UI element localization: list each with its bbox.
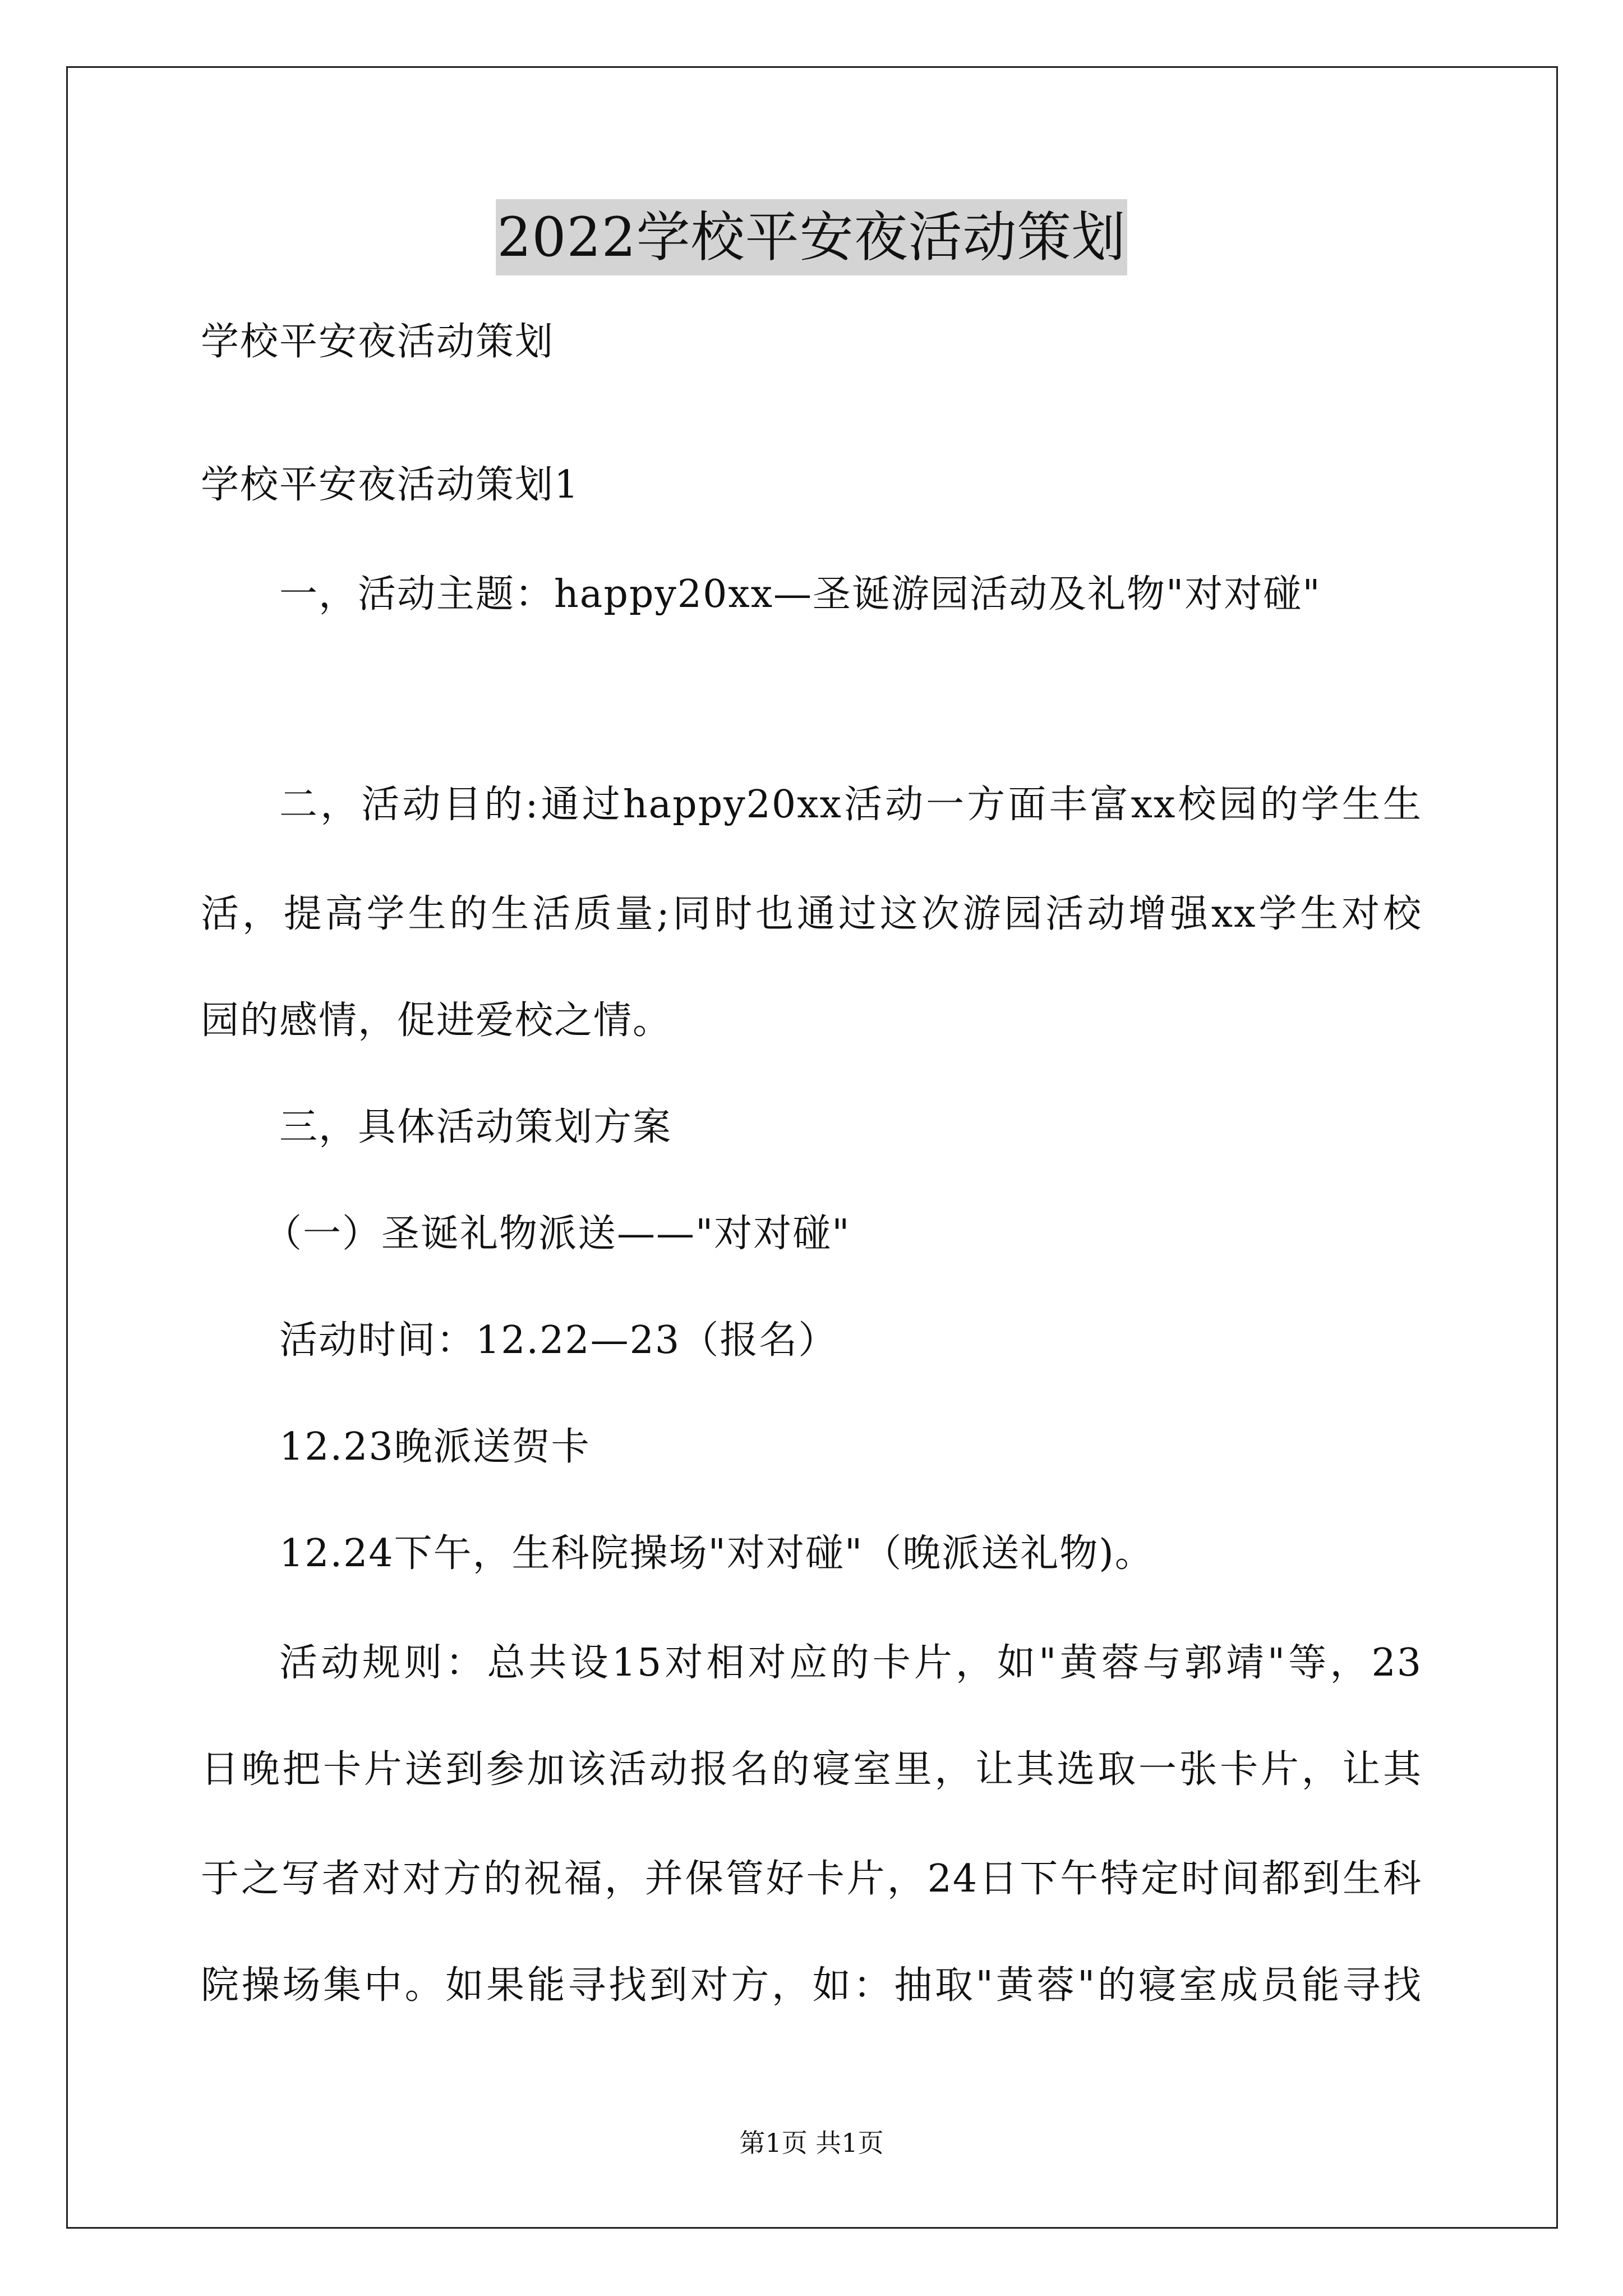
paragraph-line: 12.24下午，生科院操场"对对碰"（晚派送礼物)。: [279, 1531, 1154, 1576]
paragraph-line: 三，具体活动策划方案: [279, 1105, 672, 1149]
paragraph-line: 园的感情，促进爱校之情。: [201, 999, 672, 1043]
page-footer: 第1页 共1页: [739, 2128, 884, 2158]
subtitle-line: 学校平安夜活动策划: [201, 320, 555, 364]
paragraph-line: 一，活动主题：happy20xx—圣诞游园活动及礼物"对对碰": [279, 572, 1321, 616]
section-heading: 学校平安夜活动策划1: [201, 463, 580, 507]
paragraph-line: 活动时间：12.22—23（报名）: [279, 1318, 838, 1363]
paragraph-line: 活，提高学生的生活质量;同时也通过这次游园活动增强xx学生对校: [201, 892, 1422, 936]
paragraph-line: 12.23晚派送贺卡: [279, 1425, 591, 1469]
paragraph-line: 活动规则：总共设15对相对应的卡片，如"黄蓉与郭靖"等，23: [279, 1641, 1422, 1685]
paragraph-line: 于之写者对对方的祝福，并保管好卡片，24日下午特定时间都到生科: [201, 1857, 1422, 1901]
paragraph-line: 院操场集中。如果能寻找到对方，如：抽取"黄蓉"的寝室成员能寻找: [201, 1963, 1422, 2008]
paragraph-line: 日晚把卡片送到参加该活动报名的寝室里，让其选取一张卡片，让其: [201, 1747, 1422, 1792]
paragraph-line: （一）圣诞礼物派送——"对对碰": [264, 1212, 851, 1256]
document-title: 2022学校平安夜活动策划: [496, 199, 1127, 275]
paragraph-line: 二，活动目的:通过happy20xx活动一方面丰富xx校园的学生生: [279, 783, 1422, 827]
title-container: [0, 199, 1623, 275]
